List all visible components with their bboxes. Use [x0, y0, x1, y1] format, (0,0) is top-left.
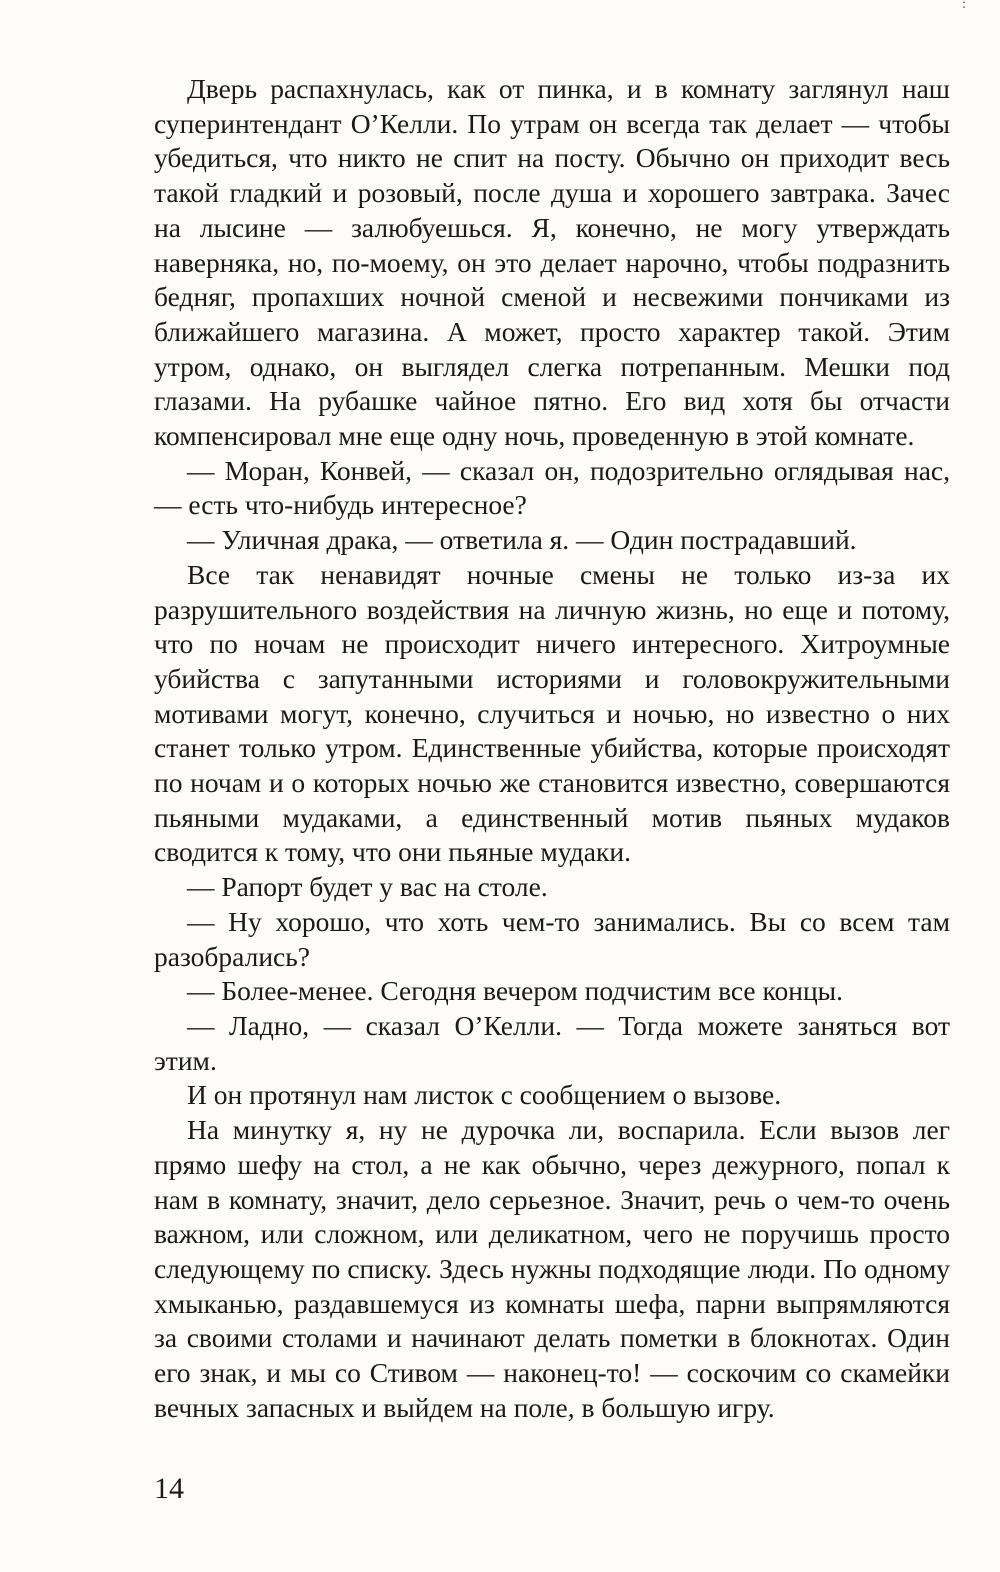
- paragraph-10: На минутку я, ну не дурочка ли, воспарила. Если вызов лег прямо шефу на стол, а не как обычно, через дежурного, попал к нам в комнату, значит, дело серьезное. Значит, речь о чем-то очень важном, или сложном, или деликатном, чего не поручишь просто следующему по списку. Здесь нужны подходящие люди. По одному хмыканью, раздавшемуся из комнаты шефа, парни выпрямляются за своими столами и начинают делать пометки в блокнотах. Один его знак, и мы со Стивом — наконец-то! — соскочим со скамейки вечных запасных и выйдем на поле, в большую игру.: [154, 1114, 950, 1423]
- paragraph-3: — Уличная драка, — ответила я. — Один пострадавший.: [187, 524, 857, 556]
- paragraph-1: Дверь распахнулась, как от пинка, и в комнату заглянул наш суперинтендант О’Келли. По утрам он всегда так делает — чтобы убедиться, что никто не спит на посту. Обычно он приходит весь такой гладкий и розовый, после душа и хорошего завтрака. Зачес на лысине — залюбуешься. Я, конечно, не могу утверждать наверняка, но, по-моему, он это делает нарочно, чтобы подразнить бедняг, пропахших ночной сменой и несвежими пончиками из ближайшего магазина. А может, просто характер такой. Этим утром, однако, он выглядел слегка потрепанным. Мешки под глазами. На рубашке чайное пятно. Его вид хотя бы отчасти компенсировал мне еще одну ночь, проведенную в этой комнате.: [154, 73, 950, 452]
- paragraph-8: — Ладно, — сказал О’Келли. — Тогда можете заняться вот этим.: [154, 1009, 950, 1076]
- body-text: [154, 72, 950, 1425]
- paragraph-6: — Ну хорошо, что хоть чем-то занимались. Вы со всем там разобрались?: [154, 905, 950, 972]
- paragraph-9: И он протянул нам листок с сообщением о вызове.: [187, 1079, 782, 1111]
- paragraph-5: — Рапорт будет у вас на столе.: [187, 871, 548, 903]
- paragraph-4: Все так ненавидят ночные смены не только из-за их разрушительного воздействия на личную жизнь, но еще и потому, что по ночам не происходит ничего интересного. Хитроумные убийства с запутанными историями и головокружительными мотивами могут, конечно, случиться и ночью, но известно о них станет только утром. Единственные убийства, которые происходят по ночам и о которых ночью же становится известно, совершаются пьяными мудаками, а единственный мотив пьяных мудаков сводится к тому, что они пьяные мудаки.: [154, 558, 950, 868]
- paragraph-2: — Моран, Конвей, — сказал он, подозрительно оглядывая нас, — есть что-нибудь интересное?: [154, 454, 950, 521]
- page-number: 14: [154, 1472, 184, 1505]
- paragraph-7: — Более-менее. Сегодня вечером подчистим все концы.: [187, 975, 844, 1007]
- corner-speck: :: [962, 0, 967, 11]
